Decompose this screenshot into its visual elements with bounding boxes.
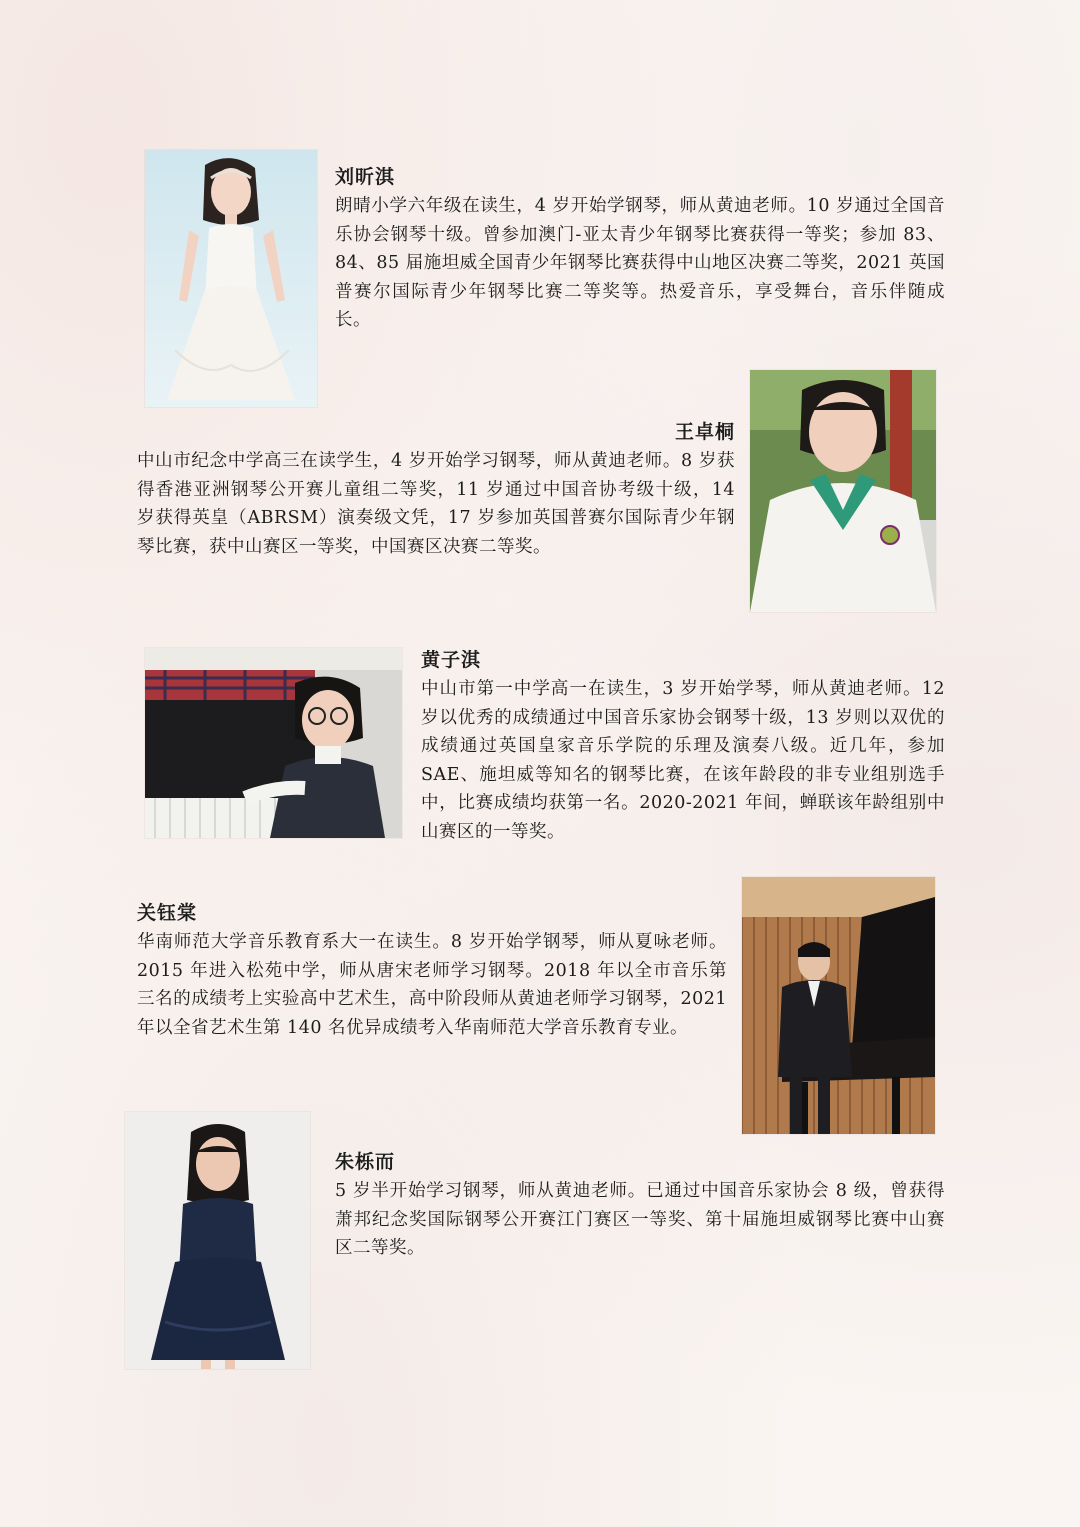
profile-name: 朱栎而 <box>335 1151 396 1173</box>
photo-huang-ziqi <box>145 648 402 838</box>
portrait-image <box>145 150 317 407</box>
photo-wang-zhuotong <box>750 370 936 612</box>
profile-name: 黄子淇 <box>421 649 482 671</box>
profile-huang-ziqi <box>421 646 945 846</box>
photo-liu-xinqi <box>145 150 317 407</box>
profile-bio: 中山市第一中学高一在读生，3 岁开始学琴，师从黄迪老师。12 岁以优秀的成绩通过中国音乐家协会钢琴十级，13 岁则以双优的成绩通过英国皇家音乐学院的乐理及演奏八级。近几年，参加 SAE、施坦威等知名的钢琴比赛，在该年龄段的非专业组别选手中，比赛成绩均获第一名。2020-2021 年间，蝉联该年龄组别中山赛区的一等奖。 <box>421 679 945 842</box>
profile-name: 刘昕淇 <box>335 166 396 188</box>
portrait-image <box>125 1112 310 1369</box>
photo-guan-yutang <box>742 877 935 1134</box>
profile-zhu-lier <box>335 1148 945 1263</box>
portrait-image <box>750 370 936 612</box>
profile-wang-zhuotong <box>137 418 735 561</box>
portrait-image <box>742 877 935 1134</box>
profile-liu-xinqi <box>335 163 945 335</box>
profile-name: 王卓桐 <box>674 421 735 443</box>
profile-bio: 朗晴小学六年级在读生，4 岁开始学钢琴，师从黄迪老师。10 岁通过全国音乐协会钢琴十级。曾参加澳门-亚太青少年钢琴比赛获得一等奖；参加 83、84、85 届施坦威全国青少年钢琴比赛获得中山地区决赛二等奖，2021 英国普赛尔国际青少年钢琴比赛二等奖等。热爱音乐，享受舞台，音乐伴随成长。 <box>335 196 945 330</box>
profile-guan-yutang <box>137 899 727 1042</box>
profile-bio: 中山市纪念中学高三在读学生，4 岁开始学习钢琴，师从黄迪老师。8 岁获得香港亚洲钢琴公开赛儿童组二等奖，11 岁通过中国音协考级十级，14 岁获得英皇（ABRSM）演奏级文凭，17 岁参加英国普赛尔国际青少年钢琴比赛，获中山赛区一等奖，中国赛区决赛二等奖。 <box>137 451 735 557</box>
profile-name: 关钰棠 <box>137 902 198 924</box>
profile-bio: 5 岁半开始学习钢琴，师从黄迪老师。已通过中国音乐家协会 8 级，曾获得萧邦纪念奖国际钢琴公开赛江门赛区一等奖、第十届施坦威钢琴比赛中山赛区二等奖。 <box>335 1181 945 1258</box>
photo-zhu-lier <box>125 1112 310 1369</box>
profile-bio: 华南师范大学音乐教育系大一在读生。8 岁开始学钢琴，师从夏咏老师。2015 年进入松苑中学，师从唐宋老师学习钢琴。2018 年以全市音乐第三名的成绩考上实验高中艺术生，高中阶段师从黄迪老师学习钢琴，2021 年以全省艺术生第 140 名优异成绩考入华南师范大学音乐教育专业。 <box>137 932 727 1038</box>
portrait-image <box>145 648 402 838</box>
